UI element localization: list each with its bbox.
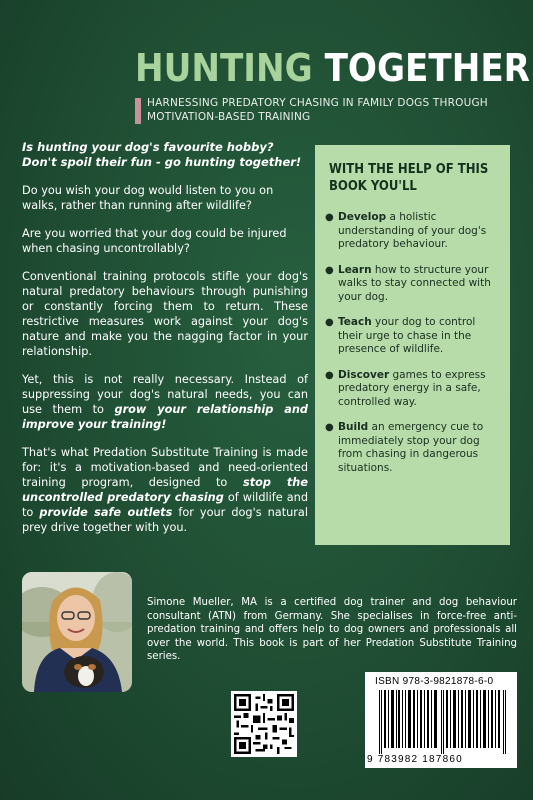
list-item bbox=[325, 264, 503, 305]
item-text: how to structure your walks to stay connected with your dog. bbox=[338, 263, 491, 303]
item-keyword: Discover bbox=[338, 368, 390, 381]
title-word-hunting: HUNTING bbox=[135, 46, 313, 90]
item-keyword: Develop bbox=[338, 211, 387, 223]
text-span: That's what Predation Substitute Training is made for: it's a motivation-based and need-oriented training program, designed to bbox=[22, 446, 308, 489]
bullet-icon: ● bbox=[325, 369, 334, 381]
isbn-barcode-digits: 9 783982 187860 bbox=[367, 754, 463, 765]
item-keyword: Build bbox=[338, 421, 369, 433]
item-text: your dog to control their urge to chase in the presence of wildlife. bbox=[338, 316, 476, 355]
bullet-icon: ● bbox=[325, 422, 334, 433]
isbn-barcode-box bbox=[365, 672, 517, 768]
book-title bbox=[135, 46, 531, 90]
text-span: of wildlife and to bbox=[22, 491, 308, 519]
list-item bbox=[325, 211, 503, 252]
item-keyword: Teach bbox=[338, 316, 372, 328]
isbn-label: ISBN 978-3-9821878-6-0 bbox=[375, 676, 494, 687]
blurb-text bbox=[22, 140, 308, 548]
author-bio: Simone Mueller, MA is a certified dog trainer and dog behaviour consultant (ATN) from Germany. She specialises in force-free anti-predation training and offers help to dog owners and professionals all over the world. This book is part of her Predation Substitute Training series. bbox=[147, 597, 517, 663]
qr-code[interactable] bbox=[231, 691, 297, 757]
text-span: for your dog's natural prey drive together with you. bbox=[22, 506, 308, 534]
qr-code-icon bbox=[234, 694, 294, 754]
emphasis-text: provide safe outlets bbox=[39, 506, 173, 519]
list-item bbox=[325, 316, 503, 357]
blurb-paragraph: Are you worried that your dog could be injured when chasing uncontrollably? bbox=[22, 227, 287, 255]
text-span: Yet, this is not really necessary. Instead of suppressing your dog's natural needs, you can use them to bbox=[22, 373, 308, 416]
blurb-paragraph bbox=[22, 445, 308, 535]
bullet-icon: ● bbox=[325, 317, 334, 328]
bullet-icon: ● bbox=[325, 264, 334, 276]
author-portrait-image bbox=[22, 572, 132, 692]
barcode-icon bbox=[375, 690, 513, 754]
item-text: games to express predatory energy in a safe, controlled way. bbox=[338, 368, 486, 408]
item-text: an emergency cue to immediately stop your dog from chasing in dangerous situations. bbox=[338, 421, 484, 474]
blurb-lead: Is hunting your dog's favourite hobby? Don't spoil their fun - go hunting together! bbox=[22, 140, 302, 169]
item-keyword: Learn bbox=[338, 263, 372, 276]
subtitle-accent-bar bbox=[135, 98, 141, 124]
blurb-paragraph: Do you wish your dog would listen to you on walks, rather than running after wildlife? bbox=[22, 184, 274, 212]
item-text: a holistic understanding of your dog's predatory behaviour. bbox=[338, 211, 487, 250]
blurb-paragraph: Conventional training protocols stifle your dog's natural predatory behaviours through punishing or constantly forcing them to return. These restrictive measures work against your dog's nature and make you the nagging factor in your relationship. bbox=[22, 270, 308, 358]
author-photo bbox=[22, 572, 132, 692]
bullet-icon: ● bbox=[325, 212, 334, 223]
book-subtitle: HARNESSING PREDATORY CHASING IN FAMILY DOGS THROUGH MOTIVATION-BASED TRAINING bbox=[147, 97, 488, 123]
list-item bbox=[325, 421, 503, 475]
list-item bbox=[325, 369, 503, 410]
emphasis-text: grow your relationship and improve your training! bbox=[22, 403, 308, 431]
benefits-list bbox=[325, 211, 503, 487]
blurb-paragraph bbox=[22, 372, 308, 432]
benefits-title: WITH THE HELP OF THIS BOOK YOU'LL bbox=[329, 162, 489, 194]
benefits-box bbox=[315, 145, 510, 545]
emphasis-text: stop the uncontrolled predatory chasing bbox=[22, 476, 308, 504]
title-word-together: TOGETHER bbox=[324, 46, 531, 90]
